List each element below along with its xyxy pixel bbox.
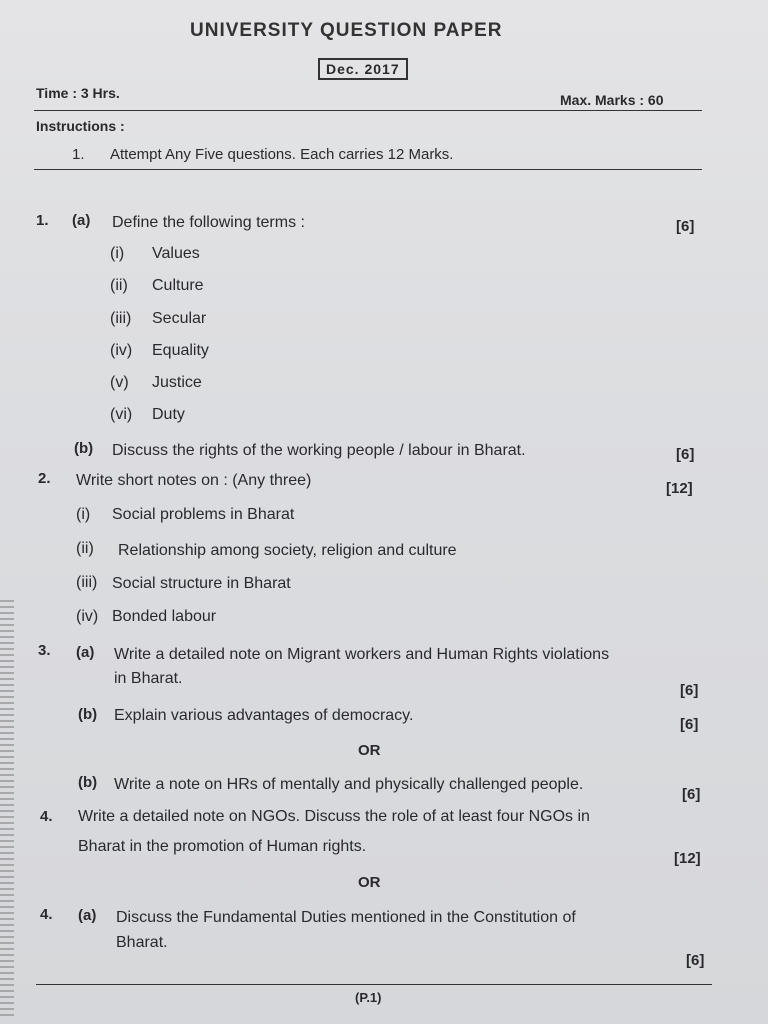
q3-or: OR <box>358 742 381 759</box>
term-number: (iv) <box>110 342 133 359</box>
instructions-divider <box>34 169 702 170</box>
q1-number: 1. <box>36 212 49 229</box>
q3a-label: (a) <box>76 644 95 661</box>
instruction-number: 1. <box>72 146 85 163</box>
footer-divider <box>36 984 712 985</box>
q3b-text: Explain various advantages of democracy. <box>114 707 414 724</box>
paper-title: UNIVERSITY QUESTION PAPER <box>190 20 503 41</box>
max-marks: Max. Marks : 60 <box>560 92 664 108</box>
q1a-marks: [6] <box>676 218 695 235</box>
term-text: Culture <box>152 277 204 294</box>
term-number: (ii) <box>110 277 128 294</box>
header-divider <box>34 110 702 111</box>
q3-number: 3. <box>38 642 51 659</box>
term-number: (iii) <box>110 310 132 327</box>
q3b-alt-text: Write a note on HRs of mentally and physically challenged people. <box>114 776 584 793</box>
term-text: Equality <box>152 342 209 359</box>
term-text: Secular <box>152 310 207 327</box>
q3b-alt-marks: [6] <box>682 786 701 803</box>
term-text: Values <box>152 245 200 262</box>
q2-marks: [12] <box>666 480 693 497</box>
term-number: (v) <box>110 374 129 391</box>
q3a-marks: [6] <box>680 682 699 699</box>
q1a-text: Define the following terms : <box>112 214 305 231</box>
q3a-text-line2: in Bharat. <box>114 670 183 687</box>
instructions-heading: Instructions : <box>36 118 125 134</box>
term-number: (vi) <box>110 406 133 423</box>
note-text: Bonded labour <box>112 608 217 625</box>
page-number: (P.1) <box>355 990 382 1005</box>
instruction-text: Attempt Any Five questions. Each carries 12 Marks. <box>110 146 454 163</box>
q4-alt-a-label: (a) <box>78 907 97 924</box>
q1b-marks: [6] <box>676 446 695 463</box>
q1a-label: (a) <box>72 212 91 229</box>
note-text: Social problems in Bharat <box>112 506 295 523</box>
note-number: (iii) <box>76 574 98 591</box>
q4-or: OR <box>358 874 381 891</box>
q2-number: 2. <box>38 470 51 487</box>
q2-text: Write short notes on : (Any three) <box>76 472 312 489</box>
exam-date: Dec. 2017 <box>318 58 408 80</box>
note-text: Social structure in Bharat <box>112 575 291 592</box>
q4-number: 4. <box>40 808 53 825</box>
q4-marks: [12] <box>674 850 701 867</box>
q3b-label: (b) <box>78 706 98 723</box>
q1b-text: Discuss the rights of the working people / labour in Bharat. <box>112 442 526 459</box>
note-number: (ii) <box>76 540 94 557</box>
note-number: (iv) <box>76 608 99 625</box>
q4-alt-a-text-line2: Bharat. <box>116 934 168 951</box>
q4-text-line2: Bharat in the promotion of Human rights. <box>78 838 367 855</box>
q4-alt-number: 4. <box>40 906 53 923</box>
q3b-alt-label: (b) <box>78 774 98 791</box>
q4-alt-a-marks: [6] <box>686 952 705 969</box>
exam-time: Time : 3 Hrs. <box>36 85 120 101</box>
term-text: Justice <box>152 374 202 391</box>
binding-edge <box>0 600 14 1020</box>
term-number: (i) <box>110 245 125 262</box>
term-text: Duty <box>152 406 185 423</box>
q1b-label: (b) <box>74 440 94 457</box>
q4-text-line1: Write a detailed note on NGOs. Discuss the role of at least four NGOs in <box>78 808 590 825</box>
note-number: (i) <box>76 506 91 523</box>
q3b-marks: [6] <box>680 716 699 733</box>
q3a-text-line1: Write a detailed note on Migrant workers and Human Rights violations <box>114 646 610 663</box>
note-text: Relationship among society, religion and culture <box>118 542 457 559</box>
q4-alt-a-text-line1: Discuss the Fundamental Duties mentioned in the Constitution of <box>116 909 576 926</box>
